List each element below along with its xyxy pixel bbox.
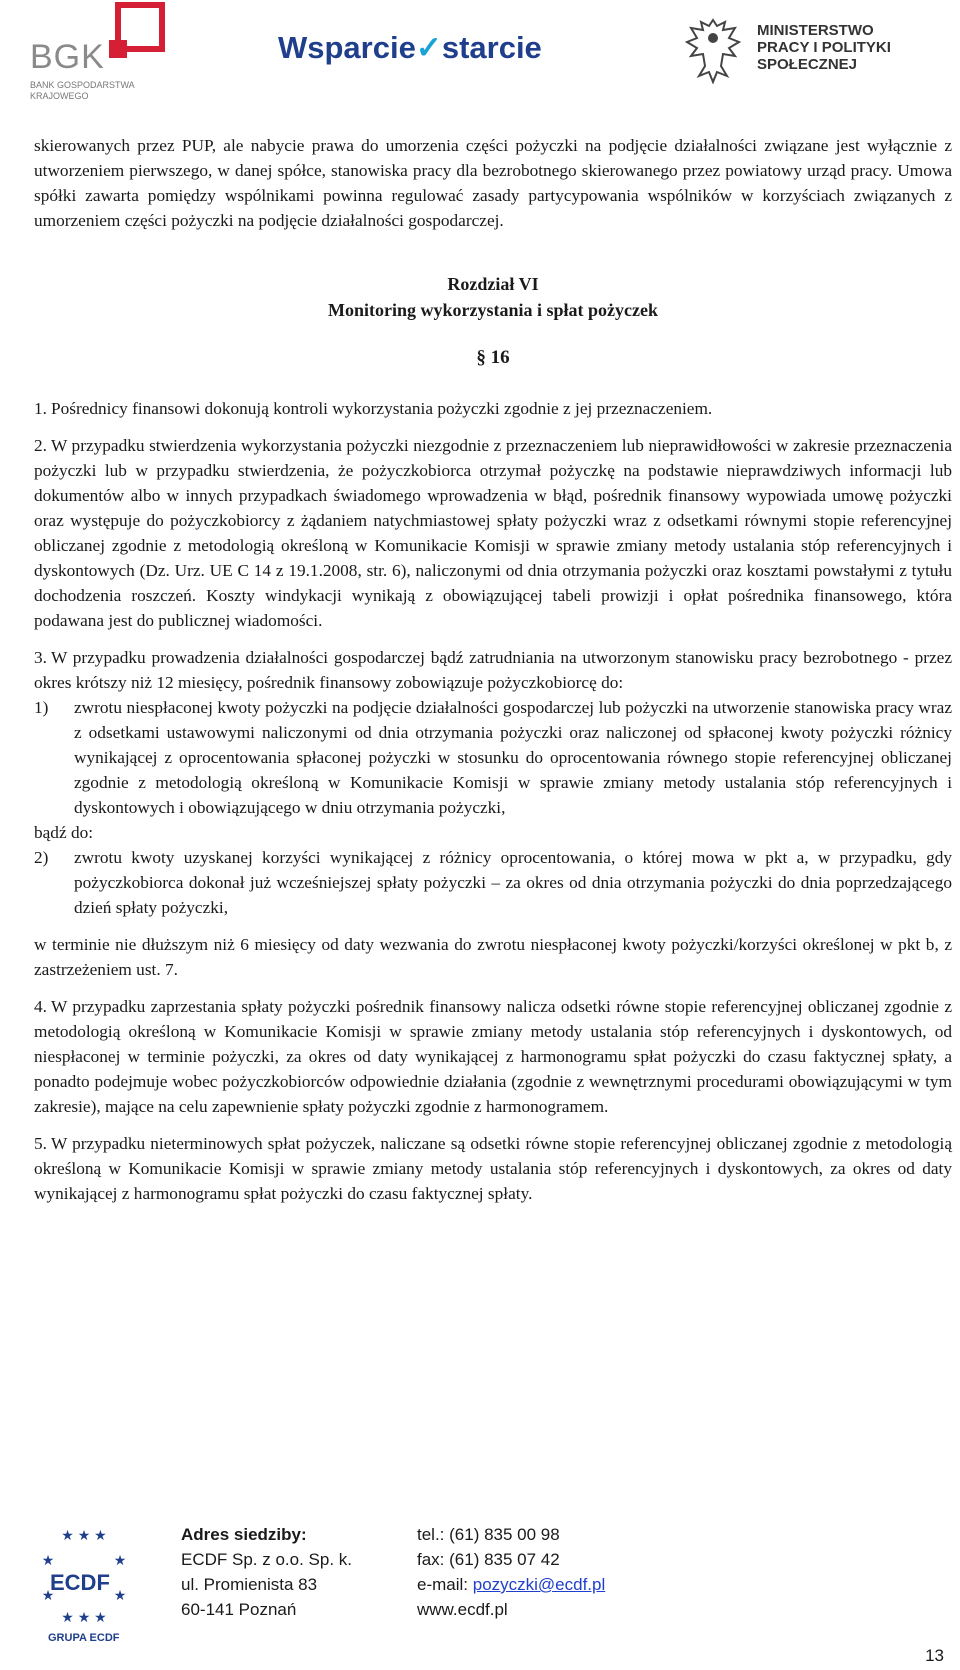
svg-text:★: ★ xyxy=(113,1552,127,1568)
ecdf-logo-text: ECDF xyxy=(50,1570,110,1595)
svg-text:★ ★ ★: ★ ★ ★ xyxy=(61,1609,107,1625)
item-text: W przypadku prowadzenia działalności gospodarczej bądź zatrudniania na utworzonym stanowisku pracy bezrobotnego - przez okres krótszy niż 12 miesięcy, pośrednik finansowy zobowiązuje pożyczkobiorcę do: xyxy=(34,648,952,692)
list-item-4 xyxy=(34,994,952,1119)
sub-item-number: 2) xyxy=(34,848,49,867)
wws-right: starcie xyxy=(441,30,542,65)
svg-text:★: ★ xyxy=(113,1587,127,1603)
ministry-logo xyxy=(683,16,948,86)
item-number: 5. xyxy=(34,1134,47,1153)
item-text: W przypadku nieterminowych spłat pożyczek, naliczane są odsetki równe stopie referencyjnej obliczanej zgodnie z metodologią określoną w Komunikacie Komisji w sprawie zmiany metody ustalania stóp referencyjnych i dyskontowych, za okres od daty wynikającej z harmonogramu spłat pożyczki do czasu faktycznej spłaty. xyxy=(34,1134,952,1203)
bgk-logo xyxy=(10,0,160,115)
ministry-line-3: SPOŁECZNEJ xyxy=(757,56,858,73)
email-line xyxy=(417,1572,605,1597)
item-text: Pośrednicy finansowi dokonują kontroli wykorzystania pożyczki zgodnie z jej przeznaczeniem. xyxy=(50,399,713,418)
bgk-sub-line-1: BANK GOSPODARSTWA xyxy=(30,80,135,90)
bgk-sub-line-2: KRAJOWEGO xyxy=(30,91,89,101)
svg-text:★: ★ xyxy=(41,1552,55,1568)
address-line-1: ECDF Sp. z o.o. Sp. k. xyxy=(181,1550,353,1569)
intro-paragraph: skierowanych przez PUP, ale nabycie prawa do umorzenia części pożyczki na podjęcie działalności związane jest wyłącznie z utworzeniem pierwszego, w danej spółce, stanowiska pracy dla bezrobotnego skierowanego przez powiatowy urząd pracy. Umowa spółki zawarta pomiędzy wspólnikami powinna regulować zasady partycypowania wspólników w korzyściach związanych z umorzeniem części pożyczki na podjęcie działalności gospodarczej. xyxy=(34,136,952,230)
wws-left: Wsparcie xyxy=(278,30,416,65)
bgk-logo-text: BGK xyxy=(30,38,105,76)
bgk-logo-subtitle xyxy=(30,80,135,102)
phone-number: tel.: (61) 835 00 98 xyxy=(417,1525,560,1544)
svg-text:★: ★ xyxy=(41,1587,55,1603)
page-number: 13 xyxy=(925,1646,944,1665)
email-link[interactable]: pozyczki@ecdf.pl xyxy=(472,1575,606,1594)
sub-item-text: zwrotu niespłaconej kwoty pożyczki na podjęcie działalności gospodarczej lub pożyczki na utworzenie stanowiska pracy wraz z odsetkami ustawowymi naliczonymi od dnia otrzymania pożyczki oraz naliczonej od spłaconej kwoty pożyczki różnicy wynikającej z oprocentowania spłaconej pożyczki w stosunku do oprocentowania równego stopie referencyjnej obliczanej zgodnie z metodologią określoną w Komunikacie Komisji w sprawie zmiany metody ustalania stóp referencyjnych i dyskontowych i obowiązującego w dniu otrzymania pożyczki, xyxy=(74,698,952,817)
ministry-line-1: MINISTERSTWO xyxy=(757,22,874,39)
ministry-line-2: PRACY I POLITYKI xyxy=(757,39,891,56)
document-body xyxy=(34,133,952,1206)
chapter-number: Rozdział VI xyxy=(447,274,539,294)
list-item-5 xyxy=(34,1131,952,1206)
wsparcie-w-starcie-logo xyxy=(278,30,542,66)
email-label: e-mail: xyxy=(417,1575,473,1594)
wws-check-icon: ✓ xyxy=(415,30,442,65)
bgk-square-icon xyxy=(115,2,165,52)
page-header xyxy=(0,0,960,120)
item-text: W przypadku zaprzestania spłaty pożyczki pośrednik finansowy nalicza odsetki równe stopie referencyjnej obliczanej zgodnie z metodologią określoną w Komunikacie Komisji w sprawie zmiany metody ustalania stóp referencyjnych i dyskontowych, od niespłaconej w terminie pożyczki, za okres od daty wynikającej z harmonogramu spłat pożyczki do czasu faktycznej spłaty, a ponadto podejmuje wobec pożyczkobiorców odpowiednie działania (zgodnie z wewnętrznymi procedurami obowiązującymi w tym zakresie), mające na celu zapewnienie spłaty pożyczki zgodnie z harmonogramem. xyxy=(34,997,952,1116)
list-item-1 xyxy=(34,396,952,421)
item-3-tail: w terminie nie dłuższym niż 6 miesięcy od daty wezwania do zwrotu niespłaconej kwoty pożyczki/korzyści określonej w pkt b, z zastrzeżeniem ust. 7. xyxy=(34,935,952,979)
sub-item-2 xyxy=(34,845,952,920)
address-line-3: 60-141 Poznań xyxy=(181,1600,297,1619)
list-item-2 xyxy=(34,433,952,633)
sub-item-1 xyxy=(34,695,952,820)
chapter-title: Monitoring wykorzystania i spłat pożyczek xyxy=(328,300,658,320)
item-text: W przypadku stwierdzenia wykorzystania pożyczki niezgodnie z przeznaczeniem lub nieprawidłowości w zakresie przeznaczenia pożyczki lub w przypadku stwierdzenia, że pożyczkobiorca otrzymał pożyczkę na podstawie nieprawdziwych informacji lub dokumentów albo w innych przypadkach świadomego wprowadzenia w błąd, pośrednik finansowy wypowiada umowę pożyczki oraz występuje do pożyczkobiorcy z żądaniem natychmiastowej spłaty pożyczki wraz z odsetkami równymi stopie referencyjnej obliczanej zgodnie z metodologią określoną w Komunikacie Komisji w sprawie zmiany metody ustalania stóp referencyjnych i dyskontowych (Dz. Urz. UE C 14 z 19.1.2008, str. 6), naliczonymi od dnia otrzymania pożyczki oraz kosztami powstałymi z tytułu dochodzenia roszczeń. Koszty windykacji wynikają z obowiązującej tabeli prowizji i opłat pośrednika finansowego, która podawana jest do publicznej wiadomości. xyxy=(34,436,952,630)
company-contact xyxy=(417,1522,605,1622)
svg-text:★ ★ ★: ★ ★ ★ xyxy=(61,1527,107,1543)
item-number: 3. xyxy=(34,648,47,667)
chapter-heading xyxy=(34,271,952,323)
paragraph-number: § 16 xyxy=(476,347,510,368)
ministry-name xyxy=(757,22,891,73)
sub-item-text: zwrotu kwoty uzyskanej korzyści wynikającej z różnicy oprocentowania, o której mowa w pkt a, w przypadku, gdy pożyczkobiorca dokonał już wcześniejszej spłaty pożyczki – za okres od dnia otrzymania pożyczki do dnia poprzedzającego dzień spłaty pożyczki, xyxy=(74,848,952,917)
alternative-label: bądź do: xyxy=(34,823,94,842)
item-number: 1. xyxy=(34,399,47,418)
address-title: Adres siedziby: xyxy=(181,1525,307,1544)
page-footer xyxy=(0,1520,960,1670)
list-item-3 xyxy=(34,645,952,982)
sub-item-number: 1) xyxy=(34,698,49,717)
website-link[interactable]: www.ecdf.pl xyxy=(417,1600,508,1619)
polish-eagle-icon xyxy=(683,16,743,84)
ecdf-group-label: GRUPA ECDF xyxy=(48,1632,120,1644)
item-number: 4. xyxy=(34,997,47,1016)
address-line-2: ul. Promienista 83 xyxy=(181,1575,318,1594)
company-address xyxy=(181,1522,352,1622)
item-number: 2. xyxy=(34,436,47,455)
fax-number: fax: (61) 835 07 42 xyxy=(417,1550,560,1569)
